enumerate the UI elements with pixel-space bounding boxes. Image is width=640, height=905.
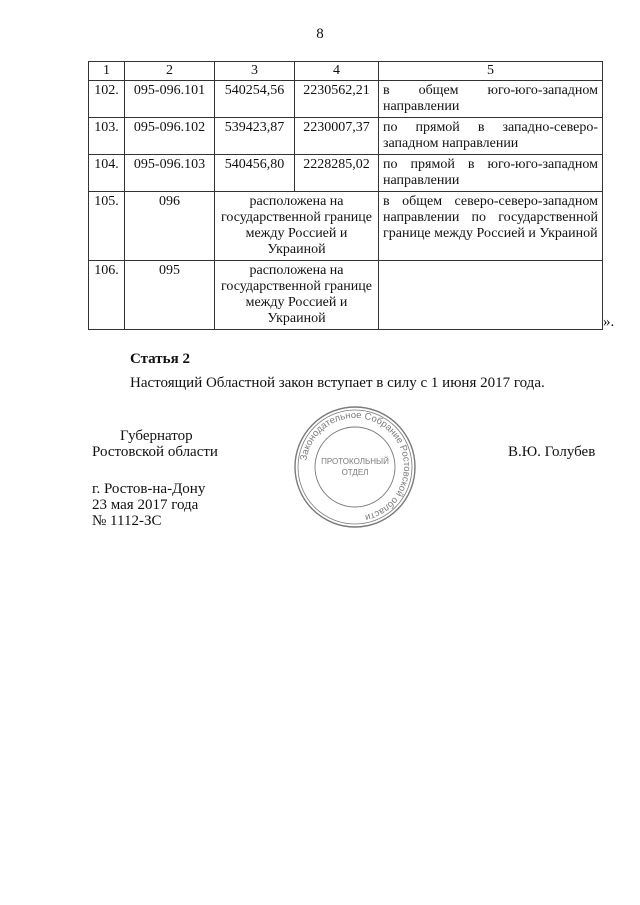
coordinates-table [88, 61, 603, 330]
table-row [89, 81, 603, 118]
signing-date: 23 мая 2017 года [92, 497, 199, 513]
direction-description: по прямой в юго-юго-западном направлении [379, 155, 603, 192]
point-id: 095-096.102 [125, 118, 215, 155]
stamp-center-line1: ПРОТОКОЛЬНЫЙ [321, 457, 389, 466]
signing-place: г. Ростов-на-Дону [92, 481, 206, 497]
signer-title: Губернатор [120, 428, 193, 444]
point-id: 095-096.103 [125, 155, 215, 192]
stamp-ring-text: Законодательное Собрание Ростовской области [298, 409, 413, 523]
stamp-center-line2: ОТДЕЛ [341, 468, 369, 477]
table-header-cell: 2 [125, 62, 215, 81]
table-row [89, 118, 603, 155]
page-number: 8 [316, 26, 324, 42]
point-id: 095 [125, 261, 215, 330]
point-id: 096 [125, 192, 215, 261]
row-number: 106. [89, 261, 125, 330]
closing-quote: ». [603, 314, 615, 330]
row-number: 102. [89, 81, 125, 118]
point-location: расположена на государственной границе между Россией и Украиной [215, 192, 379, 261]
row-number: 104. [89, 155, 125, 192]
table-header-cell: 3 [215, 62, 295, 81]
direction-description: по прямой в западно-северо-западном направлении [379, 118, 603, 155]
table-row [89, 192, 603, 261]
table-header-cell: 1 [89, 62, 125, 81]
table-row [89, 155, 603, 192]
coordinate-x: 539423,87 [215, 118, 295, 155]
direction-description [379, 261, 603, 330]
row-number: 103. [89, 118, 125, 155]
coordinate-y: 2228285,02 [295, 155, 379, 192]
document-number: № 1112-ЗС [92, 513, 162, 529]
coordinate-y: 2230562,21 [295, 81, 379, 118]
article-text: Настоящий Областной закон вступает в силу с 1 июня 2017 года. [130, 375, 545, 391]
point-id: 095-096.101 [125, 81, 215, 118]
direction-description: в общем северо-северо-западном направлении по государственной границе между Россией и Украиной [379, 192, 603, 261]
table-header-cell: 4 [295, 62, 379, 81]
coordinate-x: 540456,80 [215, 155, 295, 192]
direction-description: в общем юго-юго-западном направлении [379, 81, 603, 118]
table-header-row [89, 62, 603, 81]
point-location: расположена на государственной границе между Россией и Украиной [215, 261, 379, 330]
table-header-cell: 5 [379, 62, 603, 81]
article-title: Статья 2 [130, 351, 190, 367]
official-stamp [292, 404, 418, 530]
coordinate-x: 540254,56 [215, 81, 295, 118]
coordinate-y: 2230007,37 [295, 118, 379, 155]
signer-name: В.Ю. Голубев [508, 444, 596, 460]
row-number: 105. [89, 192, 125, 261]
table-row [89, 261, 603, 330]
signer-region: Ростовской области [92, 444, 218, 460]
